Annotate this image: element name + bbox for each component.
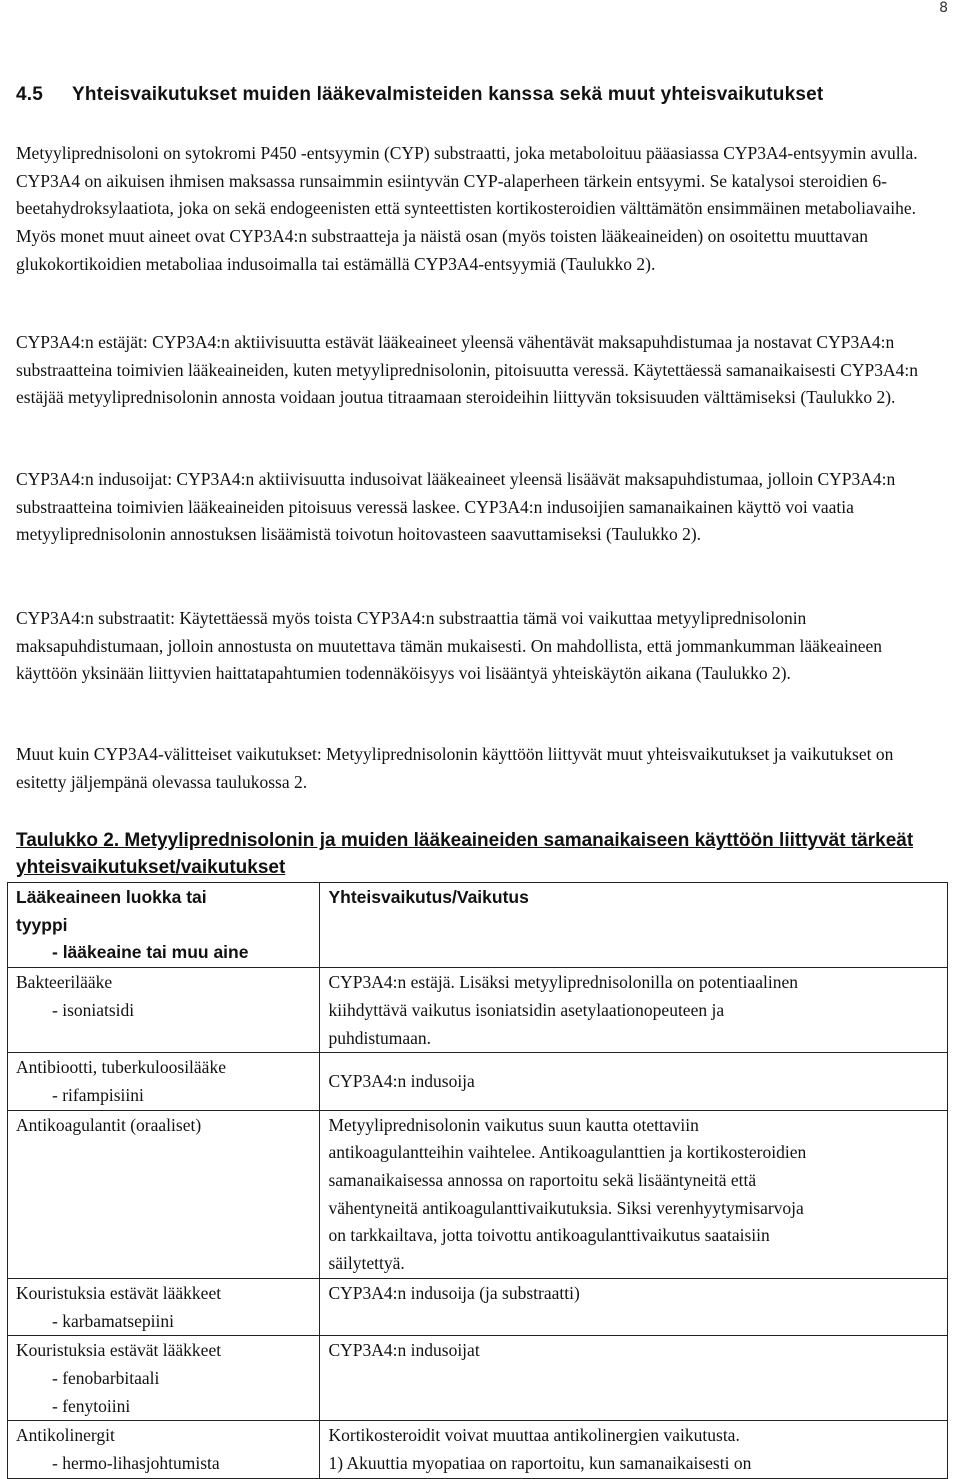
drug-class: Antibiootti, tuberkuloosilääke (16, 1057, 226, 1078)
interaction-cell (320, 968, 948, 1053)
effect-line: puhdistumaan. (328, 1027, 432, 1048)
effect-line: CYP3A4:n indusoija (ja substraatti) (328, 1282, 580, 1303)
effect-line: CYP3A4:n estäjä. Lisäksi metyyliprednisolonilla on potentiaalinen (328, 972, 798, 993)
effect-line: antikoagulantteihin vaihtelee. Antikoagulanttien ja kortikosteroidien (328, 1142, 807, 1163)
effect-line: Metyyliprednisolonin vaikutus suun kautta otettaviin (328, 1114, 699, 1135)
table-row (8, 968, 948, 1053)
drug-class-cell (8, 968, 320, 1053)
drug-class: Kouristuksia estävät lääkkeet (16, 1340, 222, 1361)
section-number: 4.5 (16, 84, 44, 105)
effect-line: CYP3A4:n indusoijat (328, 1340, 480, 1361)
section-heading (16, 84, 823, 106)
effect-line: on tarkkailtava, jotta toivottu antikoagulanttivaikutus saataisiin (328, 1225, 770, 1246)
paragraph-cyp-inducers: CYP3A4:n indusoijat: CYP3A4:n aktiivisuutta indusoivat lääkeaineet yleensä lisäävät maksapuhdistumaa, jolloin CYP3A4:n substraatteina toimivien lääkeaineiden pitoisuus veressä laskee. CYP3A4:n indusoijien samanaikainen käyttö voi vaatia metyyliprednisolonin annostuksen lisäämistä toivotun hoitovasteen saavuttamiseksi (Taulukko 2). (16, 469, 896, 545)
drug-class-cell (8, 1053, 320, 1110)
header-class-line: Lääkeaineen luokka tai (16, 887, 207, 907)
table-row (8, 1336, 948, 1421)
effect-line: kiihdyttävä vaikutus isoniatsidin asetylaationopeuteen ja (328, 999, 725, 1020)
effect-line: Kortikosteroidit voivat muuttaa antikolinergien vaikutusta. (328, 1425, 740, 1446)
paragraph-cyp-inhibitors: CYP3A4:n estäjät: CYP3A4:n aktiivisuutta estävät lääkeaineet yleensä vähentävät maksapuhdistumaa ja nostavat CYP3A4:n substraatteina toimivien lääkeaineiden, kuten metyyliprednisolonin, pitoisuutta veressä. Käytettäessä samanaikaisesti CYP3A4:n estäjää metyyliprednisolonin annosta voidaan joutua titraamaan steroideihin liittyvän toksisuuden välttämiseksi (Taulukko 2). (16, 332, 919, 408)
page-number: 8 (939, 0, 948, 16)
drug-class: Antikolinergit (16, 1425, 115, 1446)
effect-line: säilytettyä. (328, 1253, 405, 1274)
interaction-cell (320, 1278, 948, 1335)
table-title: Taulukko 2. Metyyliprednisolonin ja muiden lääkeaineiden samanaikaiseen käyttöön liittyvät tärkeät yhteisvaikutukset/vaikutukset (16, 830, 914, 878)
header-class-line: tyyppi (16, 914, 68, 935)
table-row (8, 1110, 948, 1278)
paragraph-cyp-substrates: CYP3A4:n substraatit: Käytettäessä myös toista CYP3A4:n substraattia tämä voi vaikuttaa metyyliprednisolonin maksapuhdistumaan, jolloin annostusta on muutettava tämän mukaisesti. On mahdollista, että jommankumman lääkeaineen käyttöön yksinään liittyvien haittatapahtumien todennäköisyys voi lisääntyä yhteiskäytön aikana (Taulukko 2). (16, 608, 883, 684)
interactions-table (7, 882, 948, 1479)
header-interaction-label: Yhteisvaikutus/Vaikutus (328, 887, 529, 907)
drug-agent: - isoniatsidi (52, 999, 135, 1020)
interaction-cell (320, 1110, 948, 1278)
section-title: Yhteisvaikutukset muiden lääkevalmisteiden kanssa sekä muut yhteisvaikutukset (72, 84, 824, 105)
paragraph-cyp-intro: Metyyliprednisoloni on sytokromi P450 -entsyymin (CYP) substraatti, joka metaboloituu pääasiassa CYP3A4-entsyymin avulla. CYP3A4 on aikuisen ihmisen maksassa runsaimmin esiintyvän CYP-alaperheen tärkein entsyymi. Se katalysoi steroidien 6-beetahydroksylaatiota, joka on sekä endogeenisten että synteettisten kortikosteroidien välttämätön ensimmäinen metaboliavaihe. Myös monet muut aineet ovat CYP3A4:n substraatteja ja näistä osan (myös toisten lääkeaineiden) on osoitettu muuttavan glukokortikoidien metaboliaa indusoimalla tai estämällä CYP3A4-entsyymiä (Taulukko 2). (16, 143, 918, 274)
drug-class-cell (8, 1110, 320, 1278)
interaction-cell (320, 1053, 948, 1110)
paragraph-other-effects: Muut kuin CYP3A4-välitteiset vaikutukset: Metyyliprednisolonin käyttöön liittyvät muut yhteisvaikutukset ja vaikutukset on esitetty jäljempänä olevassa taulukossa 2. (16, 744, 894, 792)
drug-class: Antikoagulantit (oraaliset) (16, 1114, 202, 1135)
table-row (8, 1278, 948, 1335)
drug-agent: - fenobarbitaali (52, 1367, 160, 1388)
effect-line: 1) Akuuttia myopatiaa on raportoitu, kun samanaikaisesti on (328, 1453, 752, 1474)
interaction-cell (320, 1336, 948, 1421)
drug-class-cell (8, 1421, 320, 1478)
drug-class-cell (8, 1278, 320, 1335)
drug-agent: - fenytoiini (52, 1395, 131, 1416)
drug-class-cell (8, 1336, 320, 1421)
effect-line: CYP3A4:n indusoija (328, 1071, 475, 1092)
header-substance: - lääkeaine tai muu aine (52, 942, 249, 963)
drug-class: Bakteerilääke (16, 972, 113, 993)
header-interaction (320, 883, 948, 968)
table-row (8, 1421, 948, 1478)
drug-agent: - hermo-lihasjohtumista (52, 1453, 220, 1474)
drug-class: Kouristuksia estävät lääkkeet (16, 1282, 222, 1303)
drug-agent: - karbamatsepiini (52, 1310, 174, 1331)
table-row (8, 1053, 948, 1110)
drug-agent: - rifampisiini (52, 1084, 144, 1105)
effect-line: vähentyneitä antikoagulanttivaikutuksia. Siksi verenhyytymisarvoja (328, 1197, 804, 1218)
header-drug-class (8, 883, 320, 968)
effect-line: samanaikaisessa annossa on raportoitu sekä lisääntyneitä että (328, 1170, 757, 1191)
table-header-row (8, 883, 948, 968)
interaction-cell (320, 1421, 948, 1478)
